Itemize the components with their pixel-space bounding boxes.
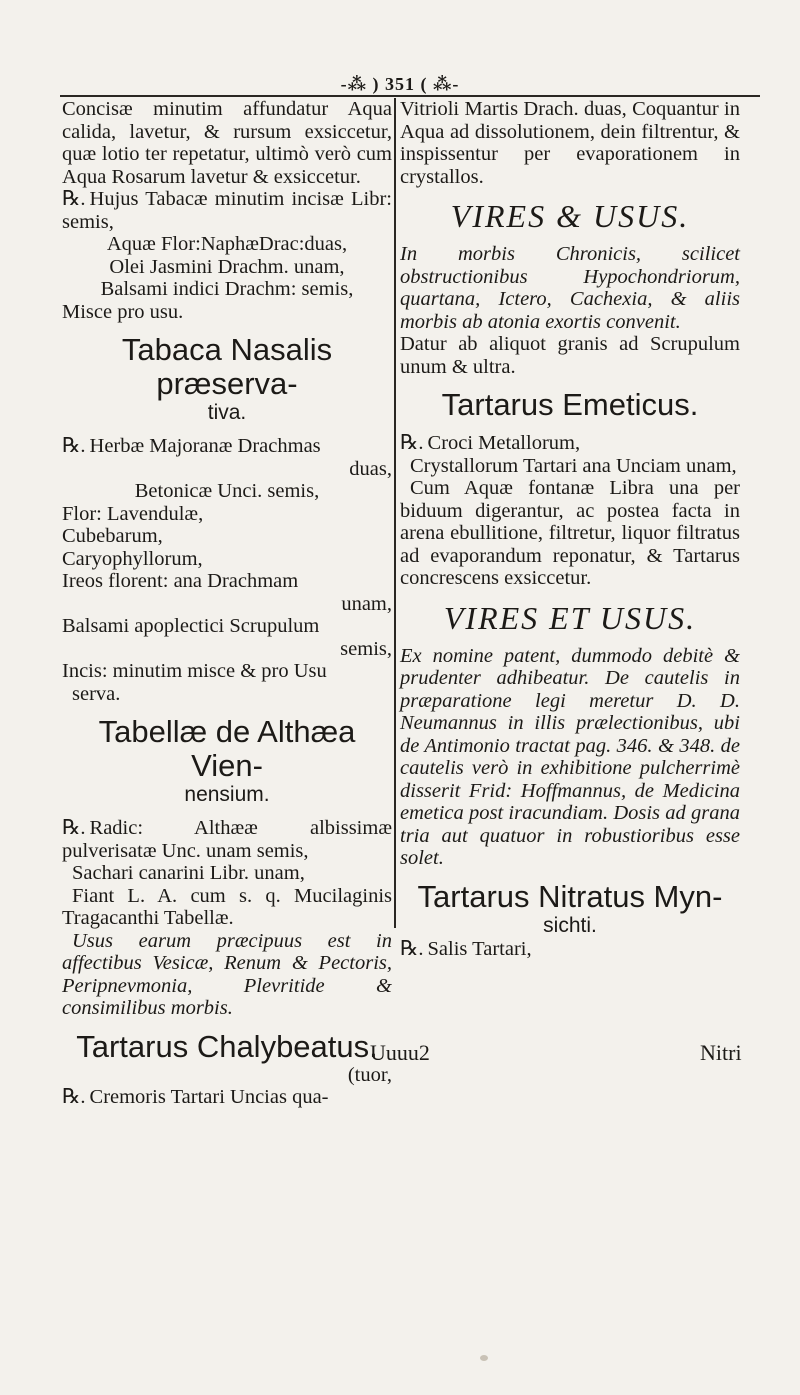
recipe-paragraph: Cum Aquæ fontanæ Libra una per biduum digerantur, ac postea facta in arena ebullitione, filtretur, liquor filtratus ad evaporandum reponatur, & Tartarus concrescens exsiccetur.	[400, 477, 740, 589]
column-divider	[394, 98, 396, 928]
recipe-line: Fiant L. A. cum s. q. Mucilaginis Tragacanthi Tabellæ.	[62, 884, 392, 929]
section-heading: VIRES ET USUS.	[443, 599, 697, 636]
section-heading: Tartarus Chalybeatus.	[76, 1028, 378, 1064]
recipe-line: Flor: Lavendulæ,	[62, 502, 204, 525]
recipe-line: Radic: Althææ albissimæ pulverisatæ Unc. unam semis,	[62, 817, 392, 862]
recipe-line: Incis: minutim misce & pro Usu	[62, 660, 327, 682]
section-heading	[62, 715, 392, 807]
usage-paragraph: Usus earum præcipuus est in affectibus Vesicæ, Renum & Pectoris, Peripnevmonia, Plevritide & consimilibus morbis.	[62, 929, 392, 1019]
recipe-line: Herbæ Majoranæ Drachmas	[89, 435, 321, 457]
recipe-line: (tuor,	[347, 1063, 392, 1086]
recipe-line: Cubebarum,	[62, 525, 163, 547]
right-column	[400, 98, 740, 960]
recipe-symbol: ℞.	[62, 1086, 86, 1108]
recipe-line: Cremoris Tartari Uncias qua-	[89, 1086, 329, 1108]
recipe-line: Olei Jasmini Drachm. unam,	[109, 255, 345, 278]
recipe-line: duas,	[349, 457, 392, 480]
recipe-symbol: ℞.	[62, 188, 86, 210]
running-header: -⁂ ) 351 ( ⁂-	[340, 74, 460, 94]
heading-line: nensium.	[184, 783, 270, 806]
recipe-line: Balsami apoplectici Scrupulum	[62, 615, 320, 637]
usage-paragraph: Ex nomine patent, dummodo debitè & prudenter adhibeatur. De cautelis in præparatione legi meretur D. D. Neumannus in illis prælectionibus, ubi de Antimonio tractat pag. 346. & 348. de cautelis verò in exhibitione pulcherrimè disserit Frid: Hoffmannus, de Medicina emetica post iracundiam. Dosis ad grana tria aut quatuor in robustioribus esse solet.	[400, 644, 740, 869]
heading-line: Tabellæ de Althæa Vien-	[98, 714, 356, 783]
section-heading	[62, 333, 392, 425]
usage-paragraph: In morbis Chronicis, scilicet obstructionibus Hypochondriorum, quartana, Ictero, Cachexia, & aliis morbis ab atonia exortis convenit.	[400, 243, 740, 333]
recipe-symbol: ℞.	[62, 435, 86, 457]
recipe-line: Hujus Tabacæ minutim incisæ Libr: semis,	[62, 188, 392, 233]
section-heading	[400, 880, 740, 938]
paragraph: Concisæ minutim affundatur Aqua calida, lavetur, & rursum exsiccetur, quæ lotio ter repetatur, ultimò verò cum Aqua Rosarum lavetur & exsiccetur.	[62, 98, 392, 188]
paragraph: Vitrioli Martis Drach. duas, Coquantur in Aqua ad dissolutionem, dein filtrentur, & inspissentur per evaporationem in crystallos.	[400, 98, 740, 188]
recipe-line: Balsami indici Drachm: semis,	[100, 278, 354, 300]
heading-line: Tartarus Nitratus Myn-	[417, 878, 723, 914]
recipe-line: Misce pro usu.	[62, 300, 184, 323]
header-rule	[60, 95, 760, 97]
heading-line: sichti.	[543, 913, 597, 937]
recipe-line: Ireos florent: ana Drachmam	[62, 570, 299, 592]
heading-line: Tabaca Nasalis præserva-	[121, 332, 333, 401]
recipe-symbol: ℞.	[62, 817, 86, 839]
heading-line: tiva.	[207, 401, 247, 424]
recipe-line: Croci Metallorum,	[427, 432, 581, 454]
recipe-line: semis,	[340, 637, 392, 660]
recipe-line: Crystallorum Tartari ana Unciam unam,	[410, 454, 737, 477]
recipe-line: Aquæ Flor:NaphæDrac:duas,	[106, 233, 348, 255]
recipe-line: serva.	[72, 682, 121, 705]
recipe-symbol: ℞.	[400, 432, 424, 454]
left-column	[62, 98, 392, 1109]
recipe-symbol: ℞.	[400, 937, 424, 960]
dose-paragraph: Datur ab aliquot granis ad Scrupulum unum & ultra.	[400, 333, 740, 378]
catchword: Nitri	[700, 1040, 742, 1065]
recipe-line: Salis Tartari,	[427, 937, 532, 960]
section-heading: Tartarus Emeticus.	[441, 387, 699, 422]
recipe-line: Caryophyllorum,	[62, 547, 203, 570]
recipe-line: Betonicæ Unci. semis,	[134, 480, 320, 502]
signature-mark: Uuuu2	[370, 1040, 430, 1065]
paper-speck	[480, 1355, 488, 1361]
recipe-line: unam,	[341, 592, 392, 615]
recipe-line: Sachari canarini Libr. unam,	[72, 862, 305, 884]
section-heading: VIRES & USUS.	[450, 198, 690, 234]
